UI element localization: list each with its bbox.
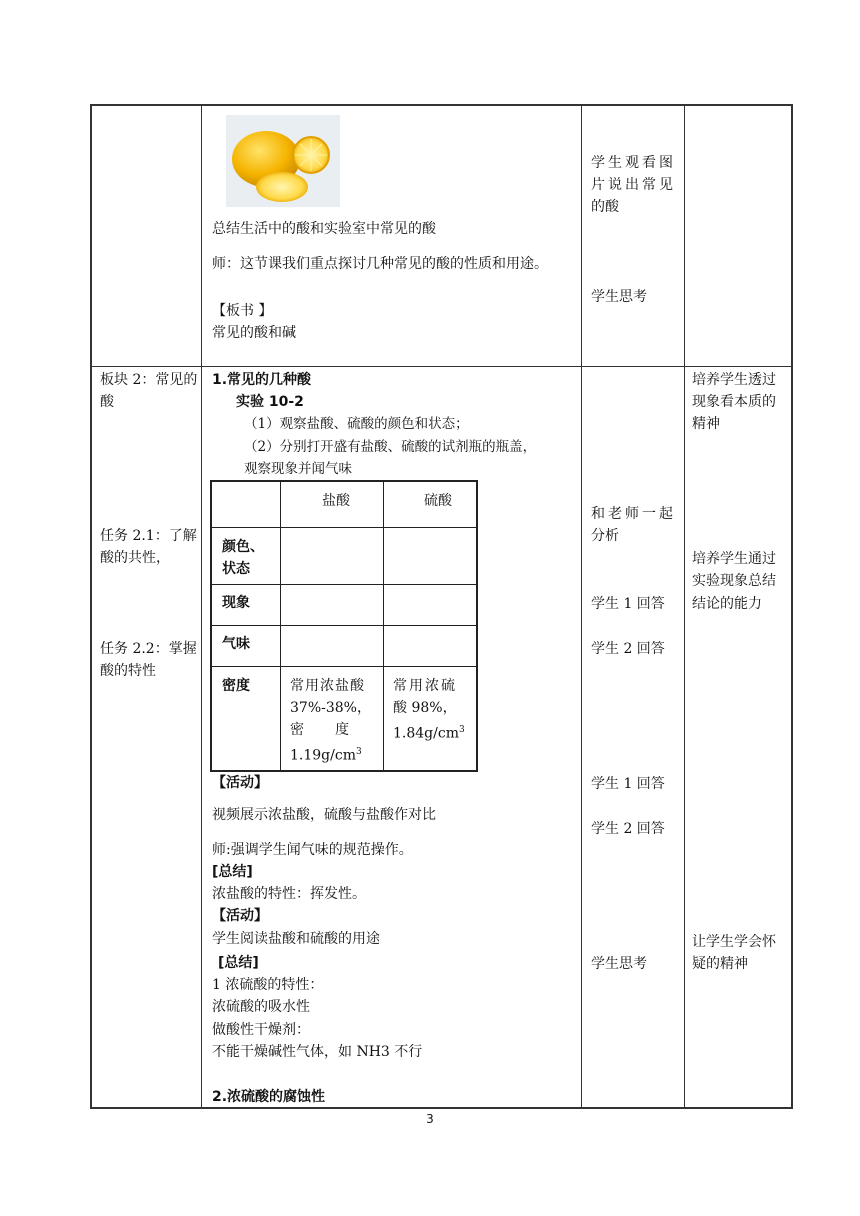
student-activity: 学生 2 回答 xyxy=(591,641,665,657)
student-activity: 和老师一起 xyxy=(591,506,676,522)
board-text: 常见的酸和碱 xyxy=(212,325,296,341)
block-label: 板块 2：常见的 xyxy=(100,372,198,388)
reading-text: 学生阅读盐酸和硫酸的用途 xyxy=(212,931,380,947)
board-tag: 【板书 】 xyxy=(212,303,273,319)
hcl-density: 常用浓盐酸 xyxy=(290,678,365,694)
goal-text: 现象看本质的 xyxy=(692,394,776,410)
goal-text: 结论的能力 xyxy=(692,596,762,612)
teacher-note: 师:强调学生闻气味的规范操作。 xyxy=(212,842,413,858)
cell-divider xyxy=(210,527,478,528)
column-divider xyxy=(684,104,685,1109)
experiment-step: 观察现象并闻气味 xyxy=(244,461,352,477)
goal-text: 疑的精神 xyxy=(692,956,748,972)
activity-tag: 【活动】 xyxy=(212,775,268,791)
cell-divider xyxy=(210,584,478,585)
task-label: 任务 2.2：掌握 xyxy=(100,641,197,657)
goal-text: 实验现象总结 xyxy=(692,573,776,589)
summary-text: 浓盐酸的特性：挥发性。 xyxy=(212,886,366,902)
cell-divider xyxy=(280,480,281,772)
heading-corrosive: 2.浓硫酸的腐蚀性 xyxy=(212,1089,326,1105)
column-divider xyxy=(201,104,202,1109)
summary-text: 总结生活中的酸和实验室中常见的酸 xyxy=(212,221,436,237)
experiment-step: （1）观察盐酸、硫酸的颜色和状态； xyxy=(244,416,469,432)
activity-tag: 【活动】 xyxy=(212,908,268,924)
cell-divider xyxy=(210,666,478,667)
teacher-text: 师：这节课我们重点探讨几种常见的酸的性质和用途。 xyxy=(212,256,548,272)
hcl-density: 37%-38%， xyxy=(290,700,371,716)
task-label: 酸的特性 xyxy=(100,663,156,679)
student-activity: 学生 1 回答 xyxy=(591,596,665,612)
column-divider xyxy=(581,104,582,1109)
lemon-image xyxy=(226,115,340,207)
table-header: 盐酸 xyxy=(322,493,350,509)
row-label: 气味 xyxy=(222,636,250,652)
row-label: 现象 xyxy=(222,595,250,611)
student-line: 的酸 xyxy=(591,199,619,215)
summary-tag: [总结] xyxy=(218,955,259,971)
student-line: 片说出常见 xyxy=(591,177,676,193)
heading-common-acids: 1.常见的几种酸 xyxy=(212,372,312,388)
h2so4-density: 常用浓硫 xyxy=(393,678,457,694)
page-number: 3 xyxy=(426,1112,434,1126)
goal-text: 让学生学会怀 xyxy=(692,934,776,950)
list-item: 浓硫酸的吸水性 xyxy=(212,999,310,1015)
h2so4-density: $1.84g/cm^3$ xyxy=(393,725,465,742)
table-header: 硫酸 xyxy=(424,493,452,509)
list-item: 做酸性干燥剂： xyxy=(212,1022,310,1038)
student-activity: 学生 2 回答 xyxy=(591,821,665,837)
goal-text: 培养学生透过 xyxy=(692,372,776,388)
row-label: 密度 xyxy=(222,678,250,694)
student-activity: 学生 1 回答 xyxy=(591,776,665,792)
student-activity: 分析 xyxy=(591,528,619,544)
student-think: 学生思考 xyxy=(591,289,647,305)
cell-divider xyxy=(210,625,478,626)
goal-text: 精神 xyxy=(692,416,720,432)
hcl-density: $1.19g/cm^3$ xyxy=(290,747,362,764)
cell-divider xyxy=(383,480,384,772)
h2so4-density: 酸 98%， xyxy=(393,700,457,716)
hcl-density: 密 度 xyxy=(290,722,350,738)
experiment-step: （2）分别打开盛有盐酸、硫酸的试剂瓶的瓶盖， xyxy=(244,439,537,455)
student-line: 学生观看图 xyxy=(591,155,676,171)
task-label: 酸的共性， xyxy=(100,550,170,566)
task-label: 任务 2.1：了解 xyxy=(100,528,197,544)
list-item: 1 浓硫酸的特性： xyxy=(212,977,324,993)
student-activity: 学生思考 xyxy=(591,956,647,972)
goal-text: 培养学生通过 xyxy=(692,551,776,567)
row-label: 状态 xyxy=(222,561,250,577)
experiment-title: 实验 10-2 xyxy=(236,394,304,410)
block-label: 酸 xyxy=(100,394,114,410)
row-label: 颜色、 xyxy=(222,539,264,555)
video-text: 视频展示浓盐酸，硫酸与盐酸作对比 xyxy=(212,807,436,823)
list-item: 不能干燥碱性气体，如 NH3 不行 xyxy=(212,1044,423,1060)
row-divider xyxy=(90,366,793,367)
summary-tag: [总结] xyxy=(212,864,253,880)
